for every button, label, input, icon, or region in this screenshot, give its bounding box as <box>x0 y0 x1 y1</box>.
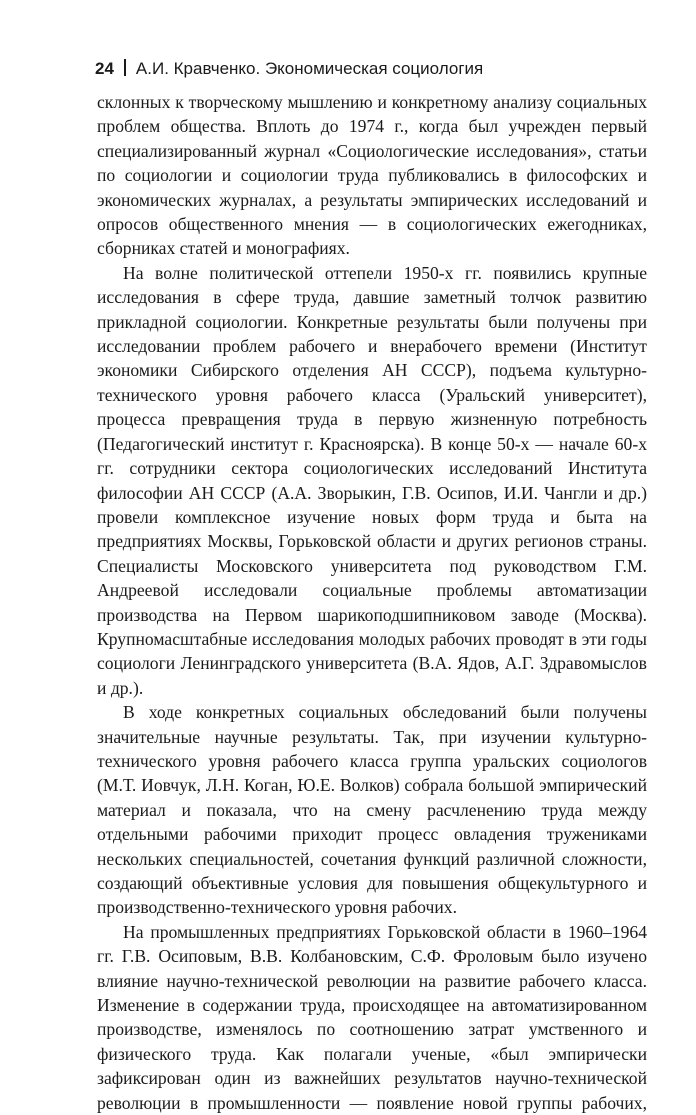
body-text <box>97 90 647 1115</box>
paragraph-1: склонных к творческому мышлению и конкретному анализу социальных проблем общества. Вплоть до 1974 г., когда был учрежден первый специализированный журнал «Социологические исследования», статьи по социологии и социологии труда публиковались в философских и экономических журналах, а результаты эмпирических исследований и опросов общественного мнения — в социологических ежегодниках, сборниках статей и монографиях. <box>97 92 647 259</box>
page-number: 24 <box>95 59 114 78</box>
paragraph-3: В ходе конкретных социальных обследований были получены значительные научные результаты. Так, при изучении культурно-технического уровня рабочего класса группа уральских социологов (М.Т. Иовчук, Л.Н. Коган, Ю.Е. Волков) собрала большой эмпирический материал и показала, что на смену расчленению труда между отдельными рабочими приходит процесс овладения тружениками нескольких специальностей, сочетания функций различной сложности, создающий объективные условия для повышения общекультурного и производственно-технического уровня рабочих. <box>97 702 647 918</box>
header-separator <box>124 59 126 76</box>
running-header <box>95 58 483 80</box>
running-title: А.И. Кравченко. Экономическая социология <box>135 59 484 78</box>
paragraph-4: На промышленных предприятиях Горьковской области в 1960–1964 гг. Г.В. Осиповым, В.В. Колбановским, С.Ф. Фроловым было изучено влияние научно-технической революции на развитие рабочего класса. Изменение в содержании труда, происходящее на автоматизированном производстве, изменялось по соотношению затрат умственного и физического труда. Как полагали ученые, «был эмпирически зафиксирован один из важнейших результатов научно-технической революции в промышленности — появление новой группы рабочих, <box>97 921 647 1113</box>
paragraph-2: На волне политической оттепели 1950-х гг. появились крупные исследования в сфере труда, давшие заметный толчок развитию прикладной социологии. Конкретные результаты были получены при исследовании проблем рабочего и внерабочего времени (Институт экономики Сибирского отделения АН СССР), подъема культурно-технического уровня рабочего класса (Уральский университет), процесса превращения труда в первую жизненную потребность (Педагогический институт г. Красноярска). В конце 50-х — начале 60-х гг. сотрудники сектора социологических исследований Института философии АН СССР (А.А. Зворыкин, Г.В. Осипов, И.И. Чангли и др.) провели комплексное изучение новых форм труда и быта на предприятиях Москвы, Горьковской области и других регионов страны. Специалисты Московского университета под руководством Г.М. Андреевой исследовали социальные проблемы автоматизации производства на Первом шарикоподшипниковом заводе (Москва). Крупномасштабные исследования молодых рабочих проводят в эти годы социологи Ленинградского университета (В.А. Ядов, А.Г. Здравомыслов и др.). <box>97 262 647 698</box>
